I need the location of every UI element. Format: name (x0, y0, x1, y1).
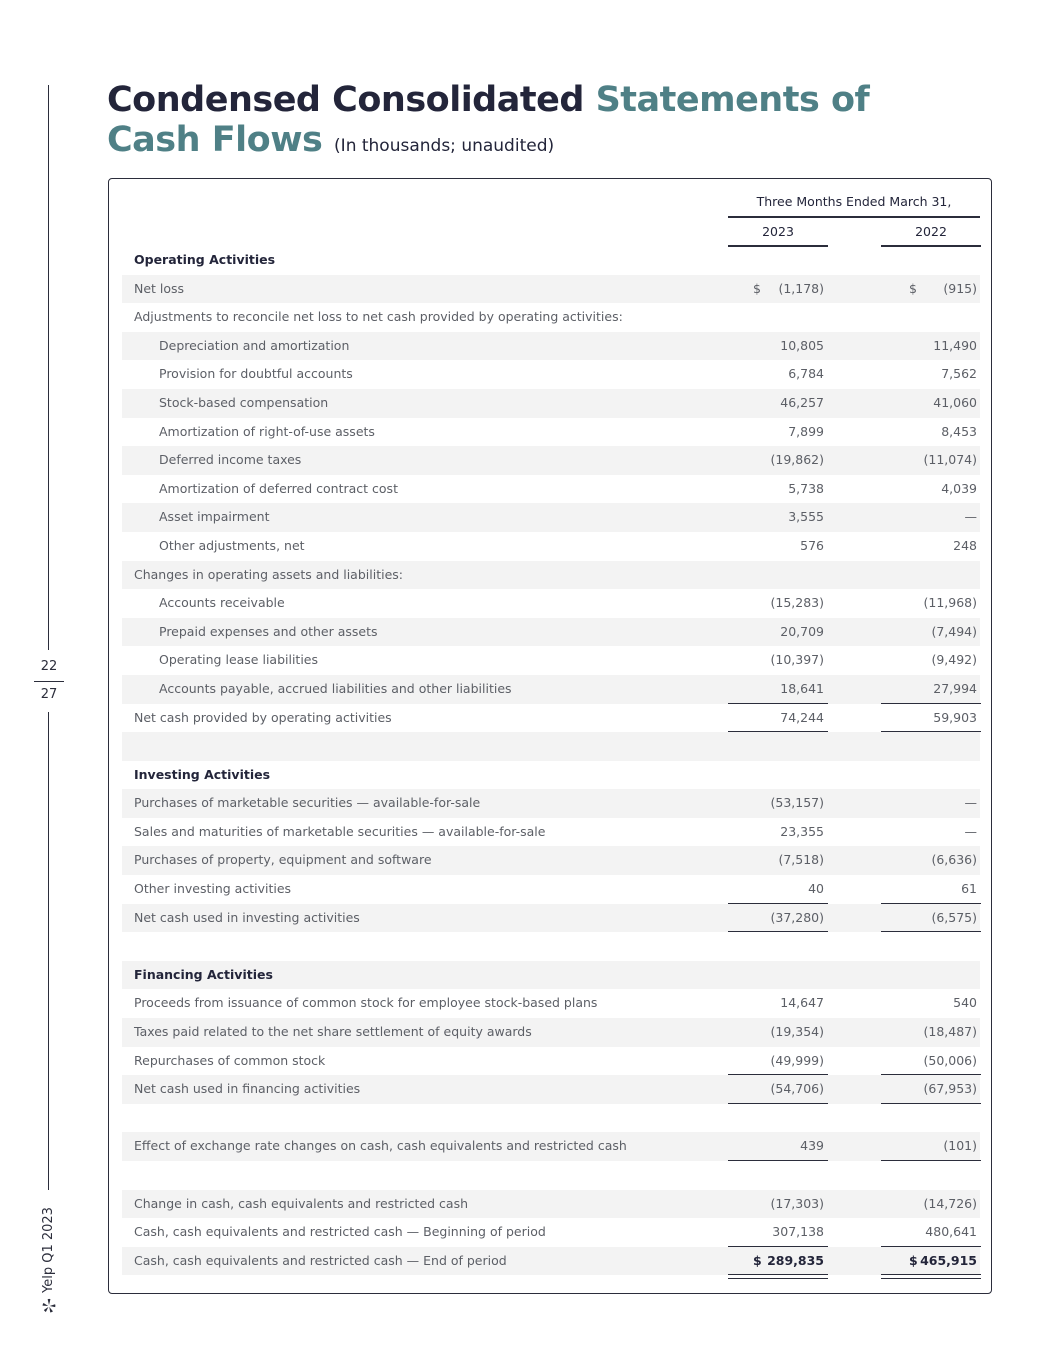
row-label: Financing Activities (134, 966, 273, 982)
table-row (122, 332, 980, 361)
cell-value: (53,157) (770, 795, 824, 811)
cell-value: 74,244 (780, 709, 824, 725)
cell-value: (6,636) (931, 852, 977, 868)
row-value-2023 (728, 732, 828, 761)
row-value-2022 (881, 275, 981, 304)
row-label: Repurchases of common stock (134, 1052, 326, 1068)
table-row (122, 246, 980, 275)
row-value-2023 (728, 1047, 828, 1076)
row-label: Stock-based compensation (159, 394, 329, 410)
row-value-2022 (881, 475, 981, 504)
row-value-2023 (728, 446, 828, 475)
row-value-2023 (728, 875, 828, 904)
sidebar-rule-bottom (48, 712, 49, 1190)
row-value-2022 (881, 932, 981, 961)
yelp-burst-icon (40, 1297, 58, 1315)
row-value-2023 (728, 618, 828, 647)
row-label: Provision for doubtful accounts (159, 366, 353, 382)
row-value-2022 (881, 532, 981, 561)
row-value-2023 (728, 389, 828, 418)
page-number-current: 22 (40, 659, 58, 674)
row-value-2022 (881, 561, 981, 590)
period-header: Three Months Ended March 31, (756, 194, 952, 209)
cell-value: (915) (943, 280, 977, 296)
cell-value: (11,074) (923, 452, 977, 468)
row-value-2022 (881, 1075, 981, 1104)
row-value-2023 (728, 1132, 828, 1161)
row-label: Net cash used in investing activities (134, 909, 360, 925)
cell-value: 307,138 (772, 1224, 824, 1240)
cell-value: (67,953) (923, 1081, 977, 1097)
row-value-2023 (728, 1218, 828, 1247)
table-row (122, 1161, 980, 1190)
row-label: Amortization of deferred contract cost (159, 480, 398, 496)
cell-value: 27,994 (933, 680, 977, 696)
table-row (122, 675, 980, 704)
row-value-2023 (728, 1161, 828, 1190)
row-value-2022 (881, 1104, 981, 1133)
table-row (122, 818, 980, 847)
cell-value: — (964, 509, 977, 525)
row-value-2023 (728, 532, 828, 561)
row-value-2023 (728, 761, 828, 790)
row-value-2022 (881, 303, 981, 332)
row-value-2022 (881, 332, 981, 361)
cell-value: (9,492) (931, 652, 977, 668)
cell-value: 7,899 (788, 423, 824, 439)
cell-value: 8,453 (941, 423, 977, 439)
table-row (122, 1218, 980, 1247)
row-value-2023 (728, 503, 828, 532)
row-label: Accounts receivable (159, 595, 285, 611)
table-row (122, 1132, 980, 1161)
title-part-dark: Condensed Consolidated (107, 80, 596, 120)
cell-value: 3,555 (788, 509, 824, 525)
cell-value: (50,006) (923, 1052, 977, 1068)
table-row (122, 1247, 980, 1276)
row-label: Other investing activities (134, 881, 292, 897)
row-value-2023 (728, 275, 828, 304)
cell-value: (11,968) (923, 595, 977, 611)
row-label: Changes in operating assets and liabilities: (134, 566, 403, 582)
table-row (122, 1018, 980, 1047)
row-value-2023 (728, 1247, 828, 1276)
table-row (122, 761, 980, 790)
row-value-2022 (881, 1190, 981, 1219)
page-title (107, 80, 957, 166)
row-label: Operating lease liabilities (159, 652, 319, 668)
cell-value: 248 (953, 537, 977, 553)
cell-value: (1,178) (778, 280, 824, 296)
cell-value: (7,494) (931, 623, 977, 639)
table-row (122, 704, 980, 733)
cell-value: 289,835 (767, 1252, 824, 1268)
table-row (122, 732, 980, 761)
row-value-2023 (728, 818, 828, 847)
row-label: Other adjustments, net (159, 537, 305, 553)
cell-value: 6,784 (788, 366, 824, 382)
cell-value: — (964, 823, 977, 839)
cell-value: 46,257 (780, 394, 824, 410)
table-row (122, 1047, 980, 1076)
row-value-2023 (728, 989, 828, 1018)
cell-value: 14,647 (780, 995, 824, 1011)
row-value-2023 (728, 704, 828, 733)
currency-symbol: $ (909, 1252, 918, 1268)
table-row (122, 618, 980, 647)
table-row (122, 989, 980, 1018)
title-part-teal-2: Cash Flows (107, 120, 323, 160)
row-value-2023 (728, 332, 828, 361)
row-label: Adjustments to reconcile net loss to net cash provided by operating activities: (134, 309, 623, 325)
cell-value: 40 (808, 881, 824, 897)
cell-value: 480,641 (925, 1224, 977, 1240)
table-row (122, 1104, 980, 1133)
row-label: Proceeds from issuance of common stock for employee stock-based plans (134, 995, 598, 1011)
row-value-2022 (881, 1247, 981, 1276)
period-header-rule (728, 216, 980, 218)
cell-value: 59,903 (933, 709, 977, 725)
row-value-2023 (728, 589, 828, 618)
row-label: Purchases of marketable securities — available-for-sale (134, 795, 481, 811)
cell-value: 18,641 (780, 680, 824, 696)
cash-flow-rows (122, 246, 980, 1275)
row-label: Amortization of right-of-use assets (159, 423, 375, 439)
row-value-2022 (881, 1047, 981, 1076)
row-value-2022 (881, 446, 981, 475)
cell-value: (19,862) (770, 452, 824, 468)
cell-value: 10,805 (780, 337, 824, 353)
row-label: Accounts payable, accrued liabilities and other liabilities (159, 680, 512, 696)
table-row (122, 360, 980, 389)
row-value-2022 (881, 389, 981, 418)
table-row (122, 532, 980, 561)
cell-value: (14,726) (923, 1195, 977, 1211)
row-value-2022 (881, 704, 981, 733)
row-value-2023 (728, 675, 828, 704)
row-label: Cash, cash equivalents and restricted cash — Beginning of period (134, 1224, 546, 1240)
table-row (122, 589, 980, 618)
row-value-2023 (728, 475, 828, 504)
row-value-2023 (728, 846, 828, 875)
cell-value: 439 (800, 1138, 824, 1154)
year-header-2023: 2023 (762, 224, 794, 239)
row-value-2023 (728, 1104, 828, 1133)
row-label: Net loss (134, 280, 185, 296)
row-label: Sales and maturities of marketable securities — available-for-sale (134, 823, 546, 839)
row-value-2023 (728, 360, 828, 389)
row-value-2022 (881, 418, 981, 447)
row-label: Prepaid expenses and other assets (159, 623, 378, 639)
table-row (122, 275, 980, 304)
row-value-2022 (881, 1161, 981, 1190)
page-number-divider (34, 681, 64, 682)
row-label: Taxes paid related to the net share settlement of equity awards (134, 1024, 532, 1040)
cell-value: (6,575) (931, 909, 977, 925)
title-part-teal-1: Statements of (595, 80, 870, 120)
table-row (122, 475, 980, 504)
cell-value: 7,562 (941, 366, 977, 382)
sidebar-brand (36, 1205, 62, 1315)
row-value-2023 (728, 789, 828, 818)
row-label: Deferred income taxes (159, 452, 302, 468)
row-value-2023 (728, 646, 828, 675)
row-value-2022 (881, 875, 981, 904)
currency-symbol: $ (909, 280, 917, 296)
row-label: Cash, cash equivalents and restricted cash — End of period (134, 1252, 507, 1268)
table-row (122, 961, 980, 990)
row-value-2022 (881, 904, 981, 933)
cell-value: 11,490 (933, 337, 977, 353)
row-value-2022 (881, 789, 981, 818)
row-label: Purchases of property, equipment and software (134, 852, 432, 868)
row-value-2023 (728, 904, 828, 933)
row-value-2023 (728, 303, 828, 332)
row-value-2022 (881, 846, 981, 875)
cell-value: 41,060 (933, 394, 977, 410)
title-subtitle: (In thousands; unaudited) (334, 136, 555, 156)
page-number-total: 27 (40, 687, 58, 702)
currency-symbol: $ (753, 280, 761, 296)
cell-value: (54,706) (770, 1081, 824, 1097)
cell-value: (19,354) (770, 1024, 824, 1040)
row-value-2022 (881, 732, 981, 761)
row-label: Asset impairment (159, 509, 270, 525)
row-label: Net cash used in financing activities (134, 1081, 361, 1097)
table-row (122, 904, 980, 933)
table-row (122, 561, 980, 590)
table-row (122, 389, 980, 418)
row-value-2022 (881, 818, 981, 847)
row-value-2023 (728, 418, 828, 447)
row-value-2023 (728, 932, 828, 961)
cell-value: 20,709 (780, 623, 824, 639)
row-value-2022 (881, 961, 981, 990)
cell-value: (10,397) (770, 652, 824, 668)
row-label: Investing Activities (134, 766, 271, 782)
cell-value: 4,039 (941, 480, 977, 496)
cell-value: 576 (800, 537, 824, 553)
cell-value: 23,355 (780, 823, 824, 839)
row-value-2023 (728, 246, 828, 275)
year-header-2022: 2022 (915, 224, 947, 239)
table-row (122, 875, 980, 904)
row-label: Net cash provided by operating activities (134, 709, 392, 725)
sidebar-brand-text: Yelp Q1 2023 (41, 1207, 56, 1293)
row-value-2023 (728, 1075, 828, 1104)
row-value-2022 (881, 589, 981, 618)
row-value-2022 (881, 646, 981, 675)
table-row (122, 446, 980, 475)
row-value-2022 (881, 1018, 981, 1047)
table-row (122, 1190, 980, 1219)
row-value-2022 (881, 360, 981, 389)
cell-value: (15,283) (770, 595, 824, 611)
cell-value: 465,915 (920, 1252, 977, 1268)
cell-value: (7,518) (778, 852, 824, 868)
table-row (122, 503, 980, 532)
row-value-2022 (881, 989, 981, 1018)
cell-value: (101) (943, 1138, 977, 1154)
cell-value: (18,487) (923, 1024, 977, 1040)
row-value-2022 (881, 503, 981, 532)
row-label: Operating Activities (134, 252, 276, 267)
row-value-2023 (728, 561, 828, 590)
sidebar-rule-top (48, 85, 49, 650)
row-value-2022 (881, 761, 981, 790)
row-label: Effect of exchange rate changes on cash, cash equivalents and restricted cash (134, 1138, 627, 1154)
row-value-2023 (728, 1018, 828, 1047)
table-row (122, 418, 980, 447)
row-value-2023 (728, 961, 828, 990)
row-value-2022 (881, 1132, 981, 1161)
row-value-2022 (881, 618, 981, 647)
row-value-2023 (728, 1190, 828, 1219)
row-value-2022 (881, 246, 981, 275)
currency-symbol: $ (753, 1252, 762, 1268)
cell-value: 540 (953, 995, 977, 1011)
table-row (122, 789, 980, 818)
table-row (122, 646, 980, 675)
cell-value: (49,999) (770, 1052, 824, 1068)
row-value-2022 (881, 1218, 981, 1247)
cell-value: 5,738 (788, 480, 824, 496)
cell-value: (37,280) (770, 909, 824, 925)
row-value-2022 (881, 675, 981, 704)
cell-value: 61 (961, 881, 977, 897)
row-label: Depreciation and amortization (159, 337, 350, 353)
table-row (122, 846, 980, 875)
table-row (122, 1075, 980, 1104)
table-row (122, 932, 980, 961)
cell-value: — (964, 795, 977, 811)
table-row (122, 303, 980, 332)
cell-value: (17,303) (770, 1195, 824, 1211)
row-label: Change in cash, cash equivalents and restricted cash (134, 1195, 469, 1211)
